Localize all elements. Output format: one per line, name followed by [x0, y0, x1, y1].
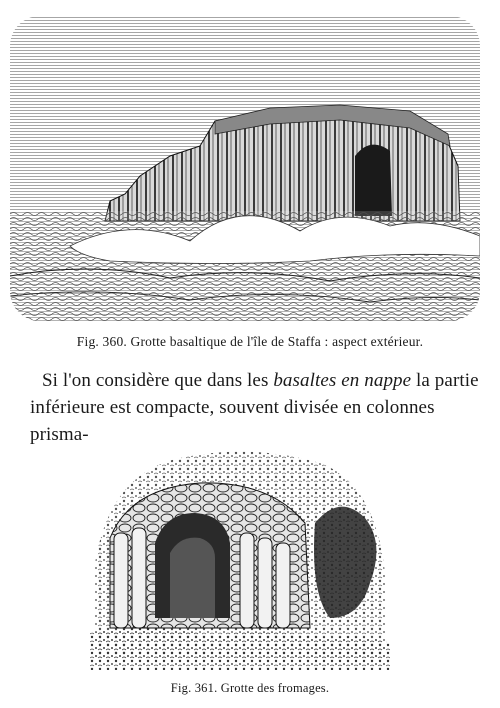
figure-360-illustration [10, 16, 480, 321]
body-line-1: Si l'on considère que dans les basaltes en nappe la partie [42, 370, 479, 391]
figure-360-caption: Fig. 360. Grotte basaltique de l'île de Staffa : aspect extérieur. [76, 334, 424, 349]
figure-361-illustration [90, 443, 390, 670]
figure-361-caption: Fig. 361. Grotte des fromages. [170, 681, 330, 695]
body-paragraph [30, 367, 490, 448]
body-line-2: inférieure est compacte, souvent divisée en colonnes prisma- [30, 397, 435, 445]
